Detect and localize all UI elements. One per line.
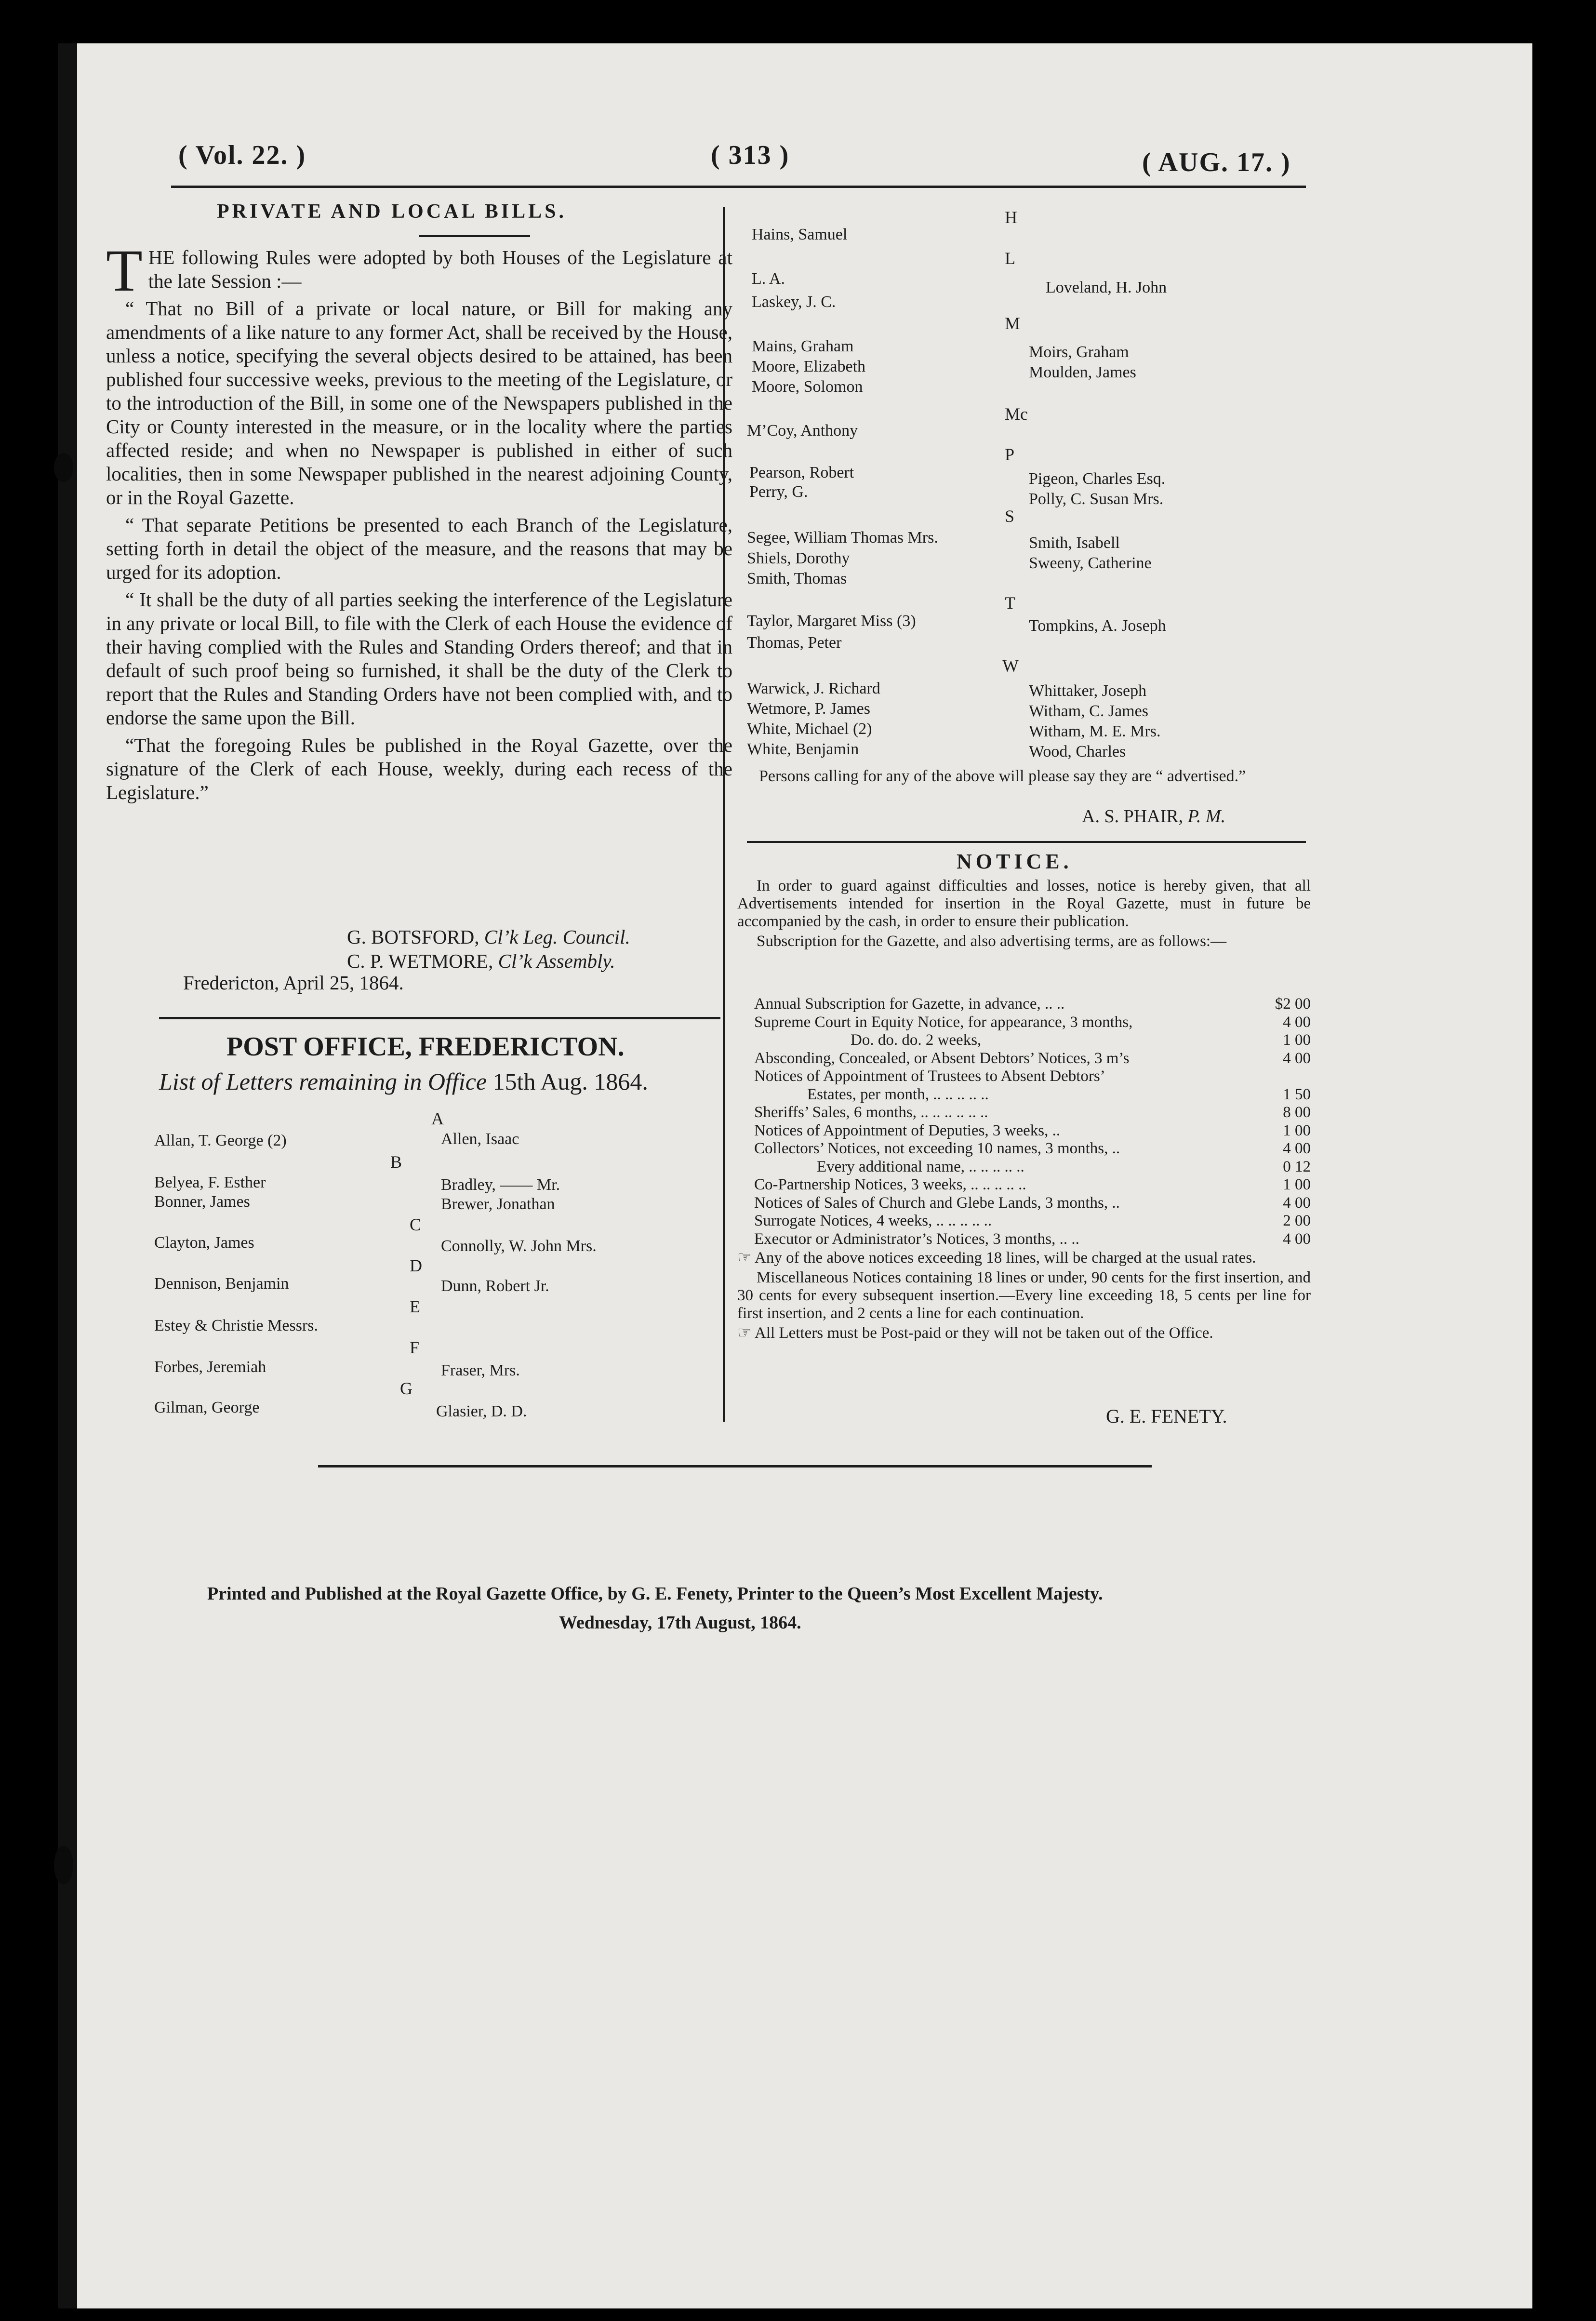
volume-label: ( Vol. 22. ) — [178, 140, 306, 170]
rate-amount: 4 00 — [1283, 1140, 1311, 1157]
list-item: Hains, Samuel — [752, 226, 848, 243]
list-item: Allen, Isaac — [441, 1130, 519, 1148]
imprint-date: Wednesday, 17th August, 1864. — [559, 1613, 801, 1633]
list-item: Shiels, Dorothy — [747, 549, 850, 567]
list-item: Dennison, Benjamin — [154, 1275, 289, 1293]
scan-edge — [58, 43, 77, 2308]
list-item: Witham, C. James — [1029, 702, 1148, 720]
letter-header-a: A — [431, 1109, 444, 1128]
list-item: Fraser, Mrs. — [441, 1361, 520, 1379]
rate-amount: 8 00 — [1283, 1104, 1311, 1121]
fenety-signature: G. E. FENETY. — [1106, 1405, 1227, 1427]
post-office-title: POST OFFICE, FREDERICTON. — [226, 1032, 625, 1062]
notice-footer — [737, 1249, 1311, 1344]
title-rule — [419, 235, 530, 237]
list-item: Gilman, George — [154, 1399, 260, 1416]
list-item: Segee, William Thomas Mrs. — [747, 529, 938, 547]
rate-label: Do. do. do. 2 weeks, — [851, 1031, 982, 1049]
pm-title: P. M. — [1187, 806, 1226, 827]
notice-p5 — [737, 1324, 1311, 1342]
list-item: M’Coy, Anthony — [747, 422, 858, 440]
ink-blot — [54, 453, 73, 482]
letter-header-b: B — [390, 1152, 402, 1172]
notice-terms: Subscription for the Gazette, and also advertising terms, are as follows:— — [757, 933, 1227, 950]
rate-label: Executor or Administrator’s Notices, 3 months, .. .. — [754, 1230, 1079, 1248]
rate-amount: $2 00 — [1275, 995, 1311, 1013]
letter-header-w: W — [1002, 656, 1019, 675]
letter-header-d: D — [410, 1256, 422, 1275]
rate-label: Absconding, Concealed, or Absent Debtors’ Notices, 3 m’s — [754, 1049, 1130, 1067]
letter-header-c: C — [410, 1215, 422, 1234]
notice-intro: In order to guard against difficulties and losses, notice is hereby given, that all Advertisements intended for insertion in the Royal Gazette, must in future be accompanied by the cash, in order to ensure their publication. — [737, 877, 1311, 930]
notice-title: NOTICE. — [957, 850, 1073, 873]
letter-header-h: H — [1005, 208, 1017, 227]
list-item: Dunn, Robert Jr. — [441, 1277, 549, 1295]
list-item: Whittaker, Joseph — [1029, 682, 1147, 700]
rate-amount: 1 00 — [1283, 1031, 1311, 1049]
issue-date: ( AUG. 17. ) — [1142, 147, 1291, 177]
postmaster-signature — [1082, 806, 1225, 827]
list-item: Moore, Solomon — [752, 378, 863, 396]
page-number: ( 313 ) — [711, 140, 790, 170]
list-item: Polly, C. Susan Mrs. — [1029, 490, 1164, 508]
list-item: Moore, Elizabeth — [752, 358, 866, 375]
signature-botsford — [347, 925, 630, 948]
letter-header-f: F — [410, 1338, 420, 1357]
letters-note: Persons calling for any of the above will please say they are “ advertised.” — [759, 767, 1246, 785]
rate-label: Notices of Appointment of Deputies, 3 weeks, .. — [754, 1121, 1061, 1139]
list-item: Forbes, Jeremiah — [154, 1358, 266, 1376]
letter-header-t: T — [1005, 593, 1015, 613]
wetmore-name: C. P. WETMORE, — [347, 950, 493, 972]
list-item: Allan, T. George (2) — [154, 1132, 287, 1149]
list-item: L. A. — [752, 270, 785, 288]
list-item: Witham, M. E. Mrs. — [1029, 722, 1161, 740]
bills-dateline: Fredericton, April 25, 1864. — [183, 972, 404, 994]
list-item: Bonner, James — [154, 1193, 250, 1211]
botsford-title: Cl’k Leg. Council. — [484, 926, 630, 948]
pointing-hand-icon: ☞ — [737, 1249, 752, 1267]
list-item: Loveland, H. John — [1046, 279, 1167, 296]
section-rule — [159, 1017, 720, 1019]
subtitle-date: 15th Aug. 1864. — [492, 1068, 648, 1095]
rate-amount: 1 00 — [1283, 1121, 1311, 1139]
letter-header-e: E — [410, 1297, 420, 1316]
rate-label: Supreme Court in Equity Notice, for appearance, 3 months, — [754, 1013, 1133, 1031]
list-item: Perry, G. — [749, 483, 808, 501]
list-item: Connolly, W. John Mrs. — [441, 1237, 597, 1255]
rate-amount: 4 00 — [1283, 1230, 1311, 1248]
rate-label: Co-Partnership Notices, 3 weeks, .. .. .. .. .. — [754, 1176, 1026, 1193]
rule-3: “ It shall be the duty of all parties seeking the interference of the Legislature in any private or local Bill, to file with the Clerk of each House the evidence of their having complied with the Rules and Standing Orders thereof; and that in default of such proof being so furnished, it shall be the duty of the Clerk to report that the Rules and Standing Orders have not been complied with, and to endorse the same upon the Bill. — [106, 588, 732, 729]
section-rule — [747, 841, 1306, 843]
rate-label: Sheriffs’ Sales, 6 months, .. .. .. .. .. .. — [754, 1104, 988, 1121]
rate-label: Collectors’ Notices, not exceeding 10 names, 3 months, .. — [754, 1140, 1120, 1157]
imprint-line: Printed and Published at the Royal Gazette Office, by G. E. Fenety, Printer to the Queen’s Most Excellent Majesty. — [207, 1584, 1103, 1604]
rate-label: Every additional name, .. .. .. .. .. — [817, 1158, 1024, 1175]
list-item: Glasier, D. D. — [436, 1402, 527, 1420]
rule-2: “ That separate Petitions be presented to each Branch of the Legislature, setting forth in detail the object of the measure, and the reasons that may be urged for its adoption. — [106, 514, 732, 583]
bills-intro: HE following Rules were adopted by both Houses of the Legislature at the late Session :— — [148, 246, 732, 292]
ink-blot — [54, 1846, 73, 1884]
list-item: Warwick, J. Richard — [747, 680, 880, 697]
notice-p4: Miscellaneous Notices containing 18 lines or under, 90 cents for the first insertion, and 30 cents for every subsequent insertion.—Every line exceeding 18, 5 cents per line for first insertion, and 2 cents a line for each continuation. — [737, 1269, 1311, 1322]
list-item: Pigeon, Charles Esq. — [1029, 470, 1166, 488]
rate-amount: 4 00 — [1283, 1013, 1311, 1031]
letter-header-l: L — [1005, 249, 1015, 268]
letter-header-mc: Mc — [1005, 404, 1028, 424]
notice-p3-text: Any of the above notices exceeding 18 lines, will be charged at the usual rates. — [755, 1249, 1256, 1267]
list-item: White, Michael (2) — [747, 720, 872, 738]
bills-title: PRIVATE AND LOCAL BILLS. — [217, 200, 567, 223]
notice-body — [737, 877, 1311, 952]
rate-amount: 0 12 — [1283, 1158, 1311, 1175]
wetmore-title: Cl’k Assembly. — [498, 950, 615, 972]
letter-header-s: S — [1005, 507, 1015, 526]
pm-name: A. S. PHAIR, — [1082, 806, 1184, 827]
rate-amount: 4 00 — [1283, 1049, 1311, 1067]
header-rule — [171, 186, 1306, 188]
letter-header-p: P — [1005, 445, 1015, 464]
rate-amount: 4 00 — [1283, 1194, 1311, 1212]
list-item: Clayton, James — [154, 1234, 254, 1252]
rate-label: Notices of Appointment of Trustees to Absent Debtors’ — [754, 1067, 1105, 1085]
rate-amount: 1 00 — [1283, 1176, 1311, 1193]
list-item: Belyea, F. Esther — [154, 1174, 266, 1191]
pointing-hand-icon: ☞ — [737, 1324, 752, 1342]
list-item: Bradley, —— Mr. — [441, 1176, 560, 1194]
list-item: Moirs, Graham — [1029, 343, 1129, 361]
dropcap: T — [106, 238, 143, 304]
footer-rule — [318, 1465, 1152, 1467]
botsford-name: G. BOTSFORD, — [347, 926, 479, 948]
list-item: Wood, Charles — [1029, 743, 1126, 760]
list-item: Estey & Christie Messrs. — [154, 1317, 318, 1334]
list-item: Laskey, J. C. — [752, 293, 836, 311]
list-item: Thomas, Peter — [747, 634, 842, 652]
list-item: Tompkins, A. Joseph — [1029, 617, 1166, 635]
notice-p3 — [737, 1249, 1311, 1267]
rate-label: Notices of Sales of Church and Glebe Lands, 3 months, .. — [754, 1194, 1120, 1212]
rate-label: Estates, per month, .. .. .. .. .. — [807, 1085, 989, 1103]
letter-header-g: G — [400, 1379, 412, 1398]
post-office-subtitle — [159, 1067, 648, 1095]
list-item: Mains, Graham — [752, 337, 854, 355]
list-item: Brewer, Jonathan — [441, 1195, 555, 1213]
rate-label: Annual Subscription for Gazette, in advance, .. .. — [754, 995, 1065, 1013]
list-item: White, Benjamin — [747, 740, 859, 758]
list-item: Smith, Isabell — [1029, 534, 1120, 552]
letter-header-m: M — [1005, 314, 1021, 333]
list-item: Sweeny, Catherine — [1029, 554, 1152, 572]
rate-amount: 1 50 — [1283, 1085, 1311, 1103]
list-item: Taylor, Margaret Miss (3) — [747, 612, 916, 630]
list-item: Wetmore, P. James — [747, 700, 870, 718]
list-item: Pearson, Robert — [749, 464, 854, 481]
bills-body — [106, 238, 732, 808]
rate-label: Surrogate Notices, 4 weeks, .. .. .. .. .. — [754, 1212, 992, 1229]
signature-wetmore — [347, 949, 615, 973]
rule-1: “ That no Bill of a private or local nature, or Bill for making any amendments of a like nature to any former Act, shall be received by the House, unless a notice, specifying the several objects desired to be attained, has been published four successive weeks, previous to the meeting of the Legislature, or to the introduction of the Bill, in some one of the Newspapers published in the City or County interested in the measure, or in the locality where the parties affected reside; and when no Newspaper is published in either of such localities, then in some Newspaper published in the nearest adjoining County, or in the Royal Gazette. — [106, 297, 732, 508]
list-item: Moulden, James — [1029, 363, 1136, 381]
notice-p5-text: All Letters must be Post-paid or they will not be taken out of the Office. — [755, 1324, 1213, 1342]
subtitle-italic: List of Letters remaining in Office — [159, 1068, 487, 1095]
rule-4: “That the foregoing Rules be published in the Royal Gazette, over the signature of the Clerk of each House, weekly, during each recess of the Legislature.” — [106, 734, 732, 803]
rate-amount: 2 00 — [1283, 1212, 1311, 1229]
list-item: Smith, Thomas — [747, 570, 847, 587]
